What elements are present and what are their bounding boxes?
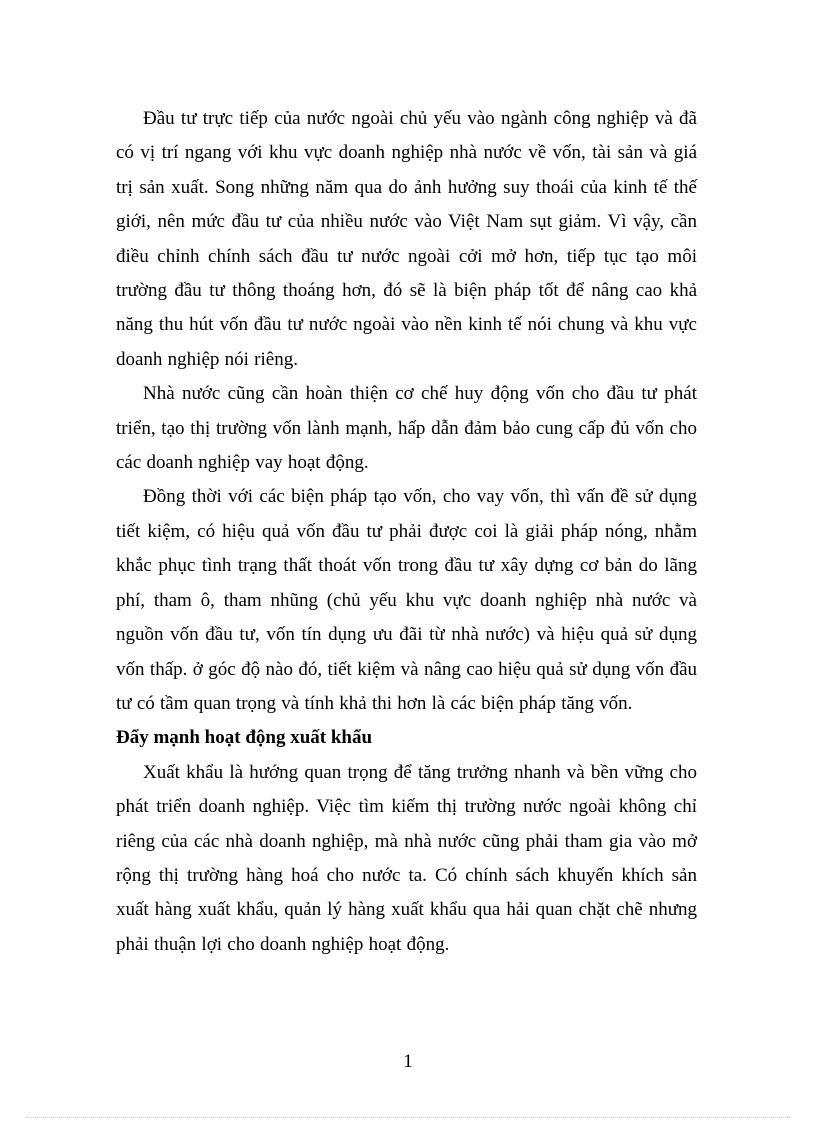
- page-number: 1: [403, 1051, 413, 1072]
- body-text: [116, 102, 697, 962]
- paragraph-capital-mobilization: Nhà nước cũng cần hoàn thiện cơ chế huy động vốn cho đầu tư phát triển, tạo thị trường vốn lành mạnh, hấp dẫn đảm bảo cung cấp đủ vốn cho các doanh nghiệp vay hoạt động.: [116, 383, 697, 474]
- page-bottom-divider: [26, 1117, 790, 1118]
- paragraph-export: Xuất khẩu là hướng quan trọng để tăng trưởng nhanh và bền vững cho phát triển doanh nghiệp. Việc tìm kiếm thị trường nước ngoài không chỉ riêng của các nhà doanh nghiệp, mà nhà nước cũng phải tham gia vào mở rộng thị trường hàng hoá cho nước ta. Có chính sách khuyến khích sản xuất hàng xuất khẩu, quản lý hàng xuất khẩu qua hải quan chặt chẽ nhưng phải thuận lợi cho doanh nghiệp hoạt động.: [116, 761, 697, 955]
- paragraph-capital-efficiency: Đồng thời với các biện pháp tạo vốn, cho vay vốn, thì vấn đề sử dụng tiết kiệm, có hiệu quả vốn đầu tư phải được coi là giải pháp nóng, nhằm khắc phục tình trạng thất thoát vốn trong đầu tư xây dựng cơ bản do lãng phí, tham ô, tham nhũng (chủ yếu khu vực doanh nghiệp nhà nước và nguồn vốn đầu tư, vốn tín dụng ưu đãi từ nhà nước) và hiệu quả sử dụng vốn thấp. ở góc độ nào đó, tiết kiệm và nâng cao hiệu quả sử dụng vốn đầu tư có tầm quan trọng và tính khả thi hơn là các biện pháp tăng vốn.: [116, 486, 697, 714]
- paragraph-foreign-investment: Đầu tư trực tiếp của nước ngoài chủ yếu vào ngành công nghiệp và đã có vị trí ngang với khu vực doanh nghiệp nhà nước về vốn, tài sản và giá trị sản xuất. Song những năm qua do ảnh hưởng suy thoái của kinh tế thế giới, nên mức đầu tư của nhiều nước vào Việt Nam sụt giảm. Vì vậy, cần điều chỉnh chính sách đầu tư nước ngoài cởi mở hơn, tiếp tục tạo môi trường đầu tư thông thoáng hơn, đó sẽ là biện pháp tốt để nâng cao khả năng thu hút vốn đầu tư nước ngoài vào nền kinh tế nói chung và khu vực doanh nghiệp nói riêng.: [116, 108, 697, 370]
- section-heading: Đẩy mạnh hoạt động xuất khẩu: [116, 727, 373, 749]
